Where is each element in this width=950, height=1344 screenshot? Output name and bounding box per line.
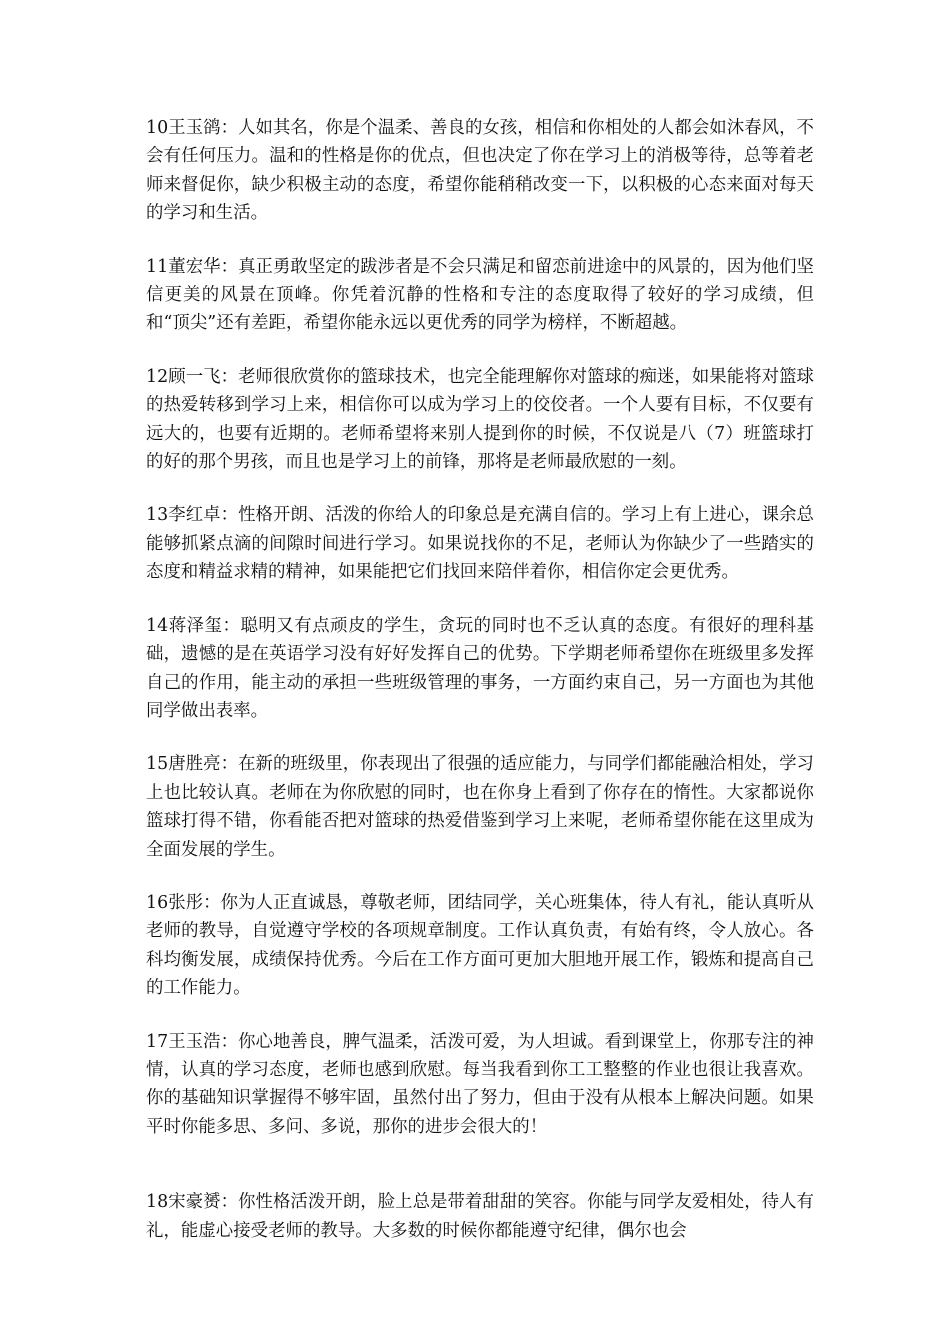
comment-entry-11 (146, 253, 814, 338)
comment-entry-12 (146, 363, 814, 477)
comment-entry-14 (146, 612, 814, 726)
student-label: 14蒋泽玺： (146, 615, 241, 636)
comment-text: 你性格活泼开朗，脸上总是带着甜甜的笑容。你能与同学友爱相处，待人有礼，能虚心接受老师的教导。大多数的时候你都能遵守纪律，偶尔也会 (146, 1192, 814, 1241)
comment-entry-15 (146, 750, 814, 864)
student-label: 13李红卓： (146, 505, 239, 526)
comment-text: 你为人正直诚恳，尊敬老师，团结同学，关心班集体，待人有礼，能认真听从老师的教导，自觉遵守学校的各项规章制度。工作认真负责，有始有终，令人放心。各科均衡发展，成绩保持优秀。今后在工作方面可更加大胆地开展工作，锻炼和提高自己的工作能力。 (146, 892, 814, 999)
comment-text: 老师很欣赏你的篮球技术，也完全能理解你对篮球的痴迷，如果能将对篮球的热爱转移到学习上来，相信你可以成为学习上的佼佼者。一个人要有目标，不仅要有远大的，也要有近期的。老师希望将来别人提到你的时候，不仅说是八（7）班篮球打的好的那个男孩，而且也是学习上的前锋，那将是老师最欣慰的一刻。 (146, 366, 814, 473)
student-label: 10王玉鹆： (146, 118, 239, 138)
comment-text: 在新的班级里，你表现出了很强的适应能力，与同学们都能融洽相处，学习上也比较认真。老师在为你欣慰的同时，也在你身上看到了你存在的惰性。大家都说你篮球打得不错，你看能否把对篮球的热爱借鉴到学习上来呢，老师希望你能在这里成为全面发展的学生。 (146, 754, 814, 860)
comment-text: 聪明又有点顽皮的学生，贪玩的同时也不乏认真的态度。有很好的理科基础，遗憾的是在英语学习没有好好发挥自己的优势。下学期老师希望你在班级里多发挥自己的作用，能主动的承担一些班级管理的事务，一方面约束自己，另一方面也为其他同学做出表率。 (146, 615, 814, 721)
student-label: 11董宏华： (146, 256, 239, 277)
comment-text: 你心地善良，脾气温柔，活泼可爱，为人坦诚。看到课堂上，你那专注的神情，认真的学习态度，老师也感到欣慰。每当我看到你工工整整的作业也很让我喜欢。你的基础知识掌握得不够牢固，虽然付出了努力，但由于没有从根本上解决问题。如果平时你能多思、多问、多说，那你的进步会很大的！ (146, 1031, 814, 1137)
document-body (146, 114, 814, 1270)
comment-text: 真正勇敢坚定的跋涉者是不会只满足和留恋前进途中的风景的，因为他们坚信更美的风景在顶峰。你凭着沉静的性格和专注的态度取得了较好的学习成绩，但和“顶尖”还有差距，希望你能永远以更优秀的同学为榜样，不断超越。 (146, 256, 814, 334)
student-label: 15唐胜亮： (146, 754, 239, 775)
student-label: 12顾一飞： (146, 366, 239, 387)
comment-text: 人如其名，你是个温柔、善良的女孩，相信和你相处的人都会如沐春风，不会有任何压力。温和的性格是你的优点，但也决定了你在学习上的消极等待，总等着老师来督促你，缺少积极主动的态度，希望你能稍稍改变一下，以积极的心态来面对每天的学习和生活。 (146, 118, 814, 224)
comment-text: 性格开朗、活泼的你给人的印象总是充满自信的。学习上有上进心，课余总能够抓紧点滴的间隙时间进行学习。如果说找你的不足，老师认为你缺少了一些踏实的态度和精益求精的精神，如果能把它们找回来陪伴着你，相信你定会更优秀。 (146, 505, 814, 583)
comment-entry-16 (146, 889, 814, 1003)
comment-entry-13 (146, 501, 814, 586)
student-label: 18宋豪赟： (146, 1192, 239, 1213)
comment-entry-18 (146, 1188, 814, 1245)
student-label: 16张彤： (146, 892, 221, 913)
comment-entry-17 (146, 1028, 814, 1142)
comment-entry-10 (146, 114, 814, 228)
student-label: 17王玉浩： (146, 1031, 239, 1052)
